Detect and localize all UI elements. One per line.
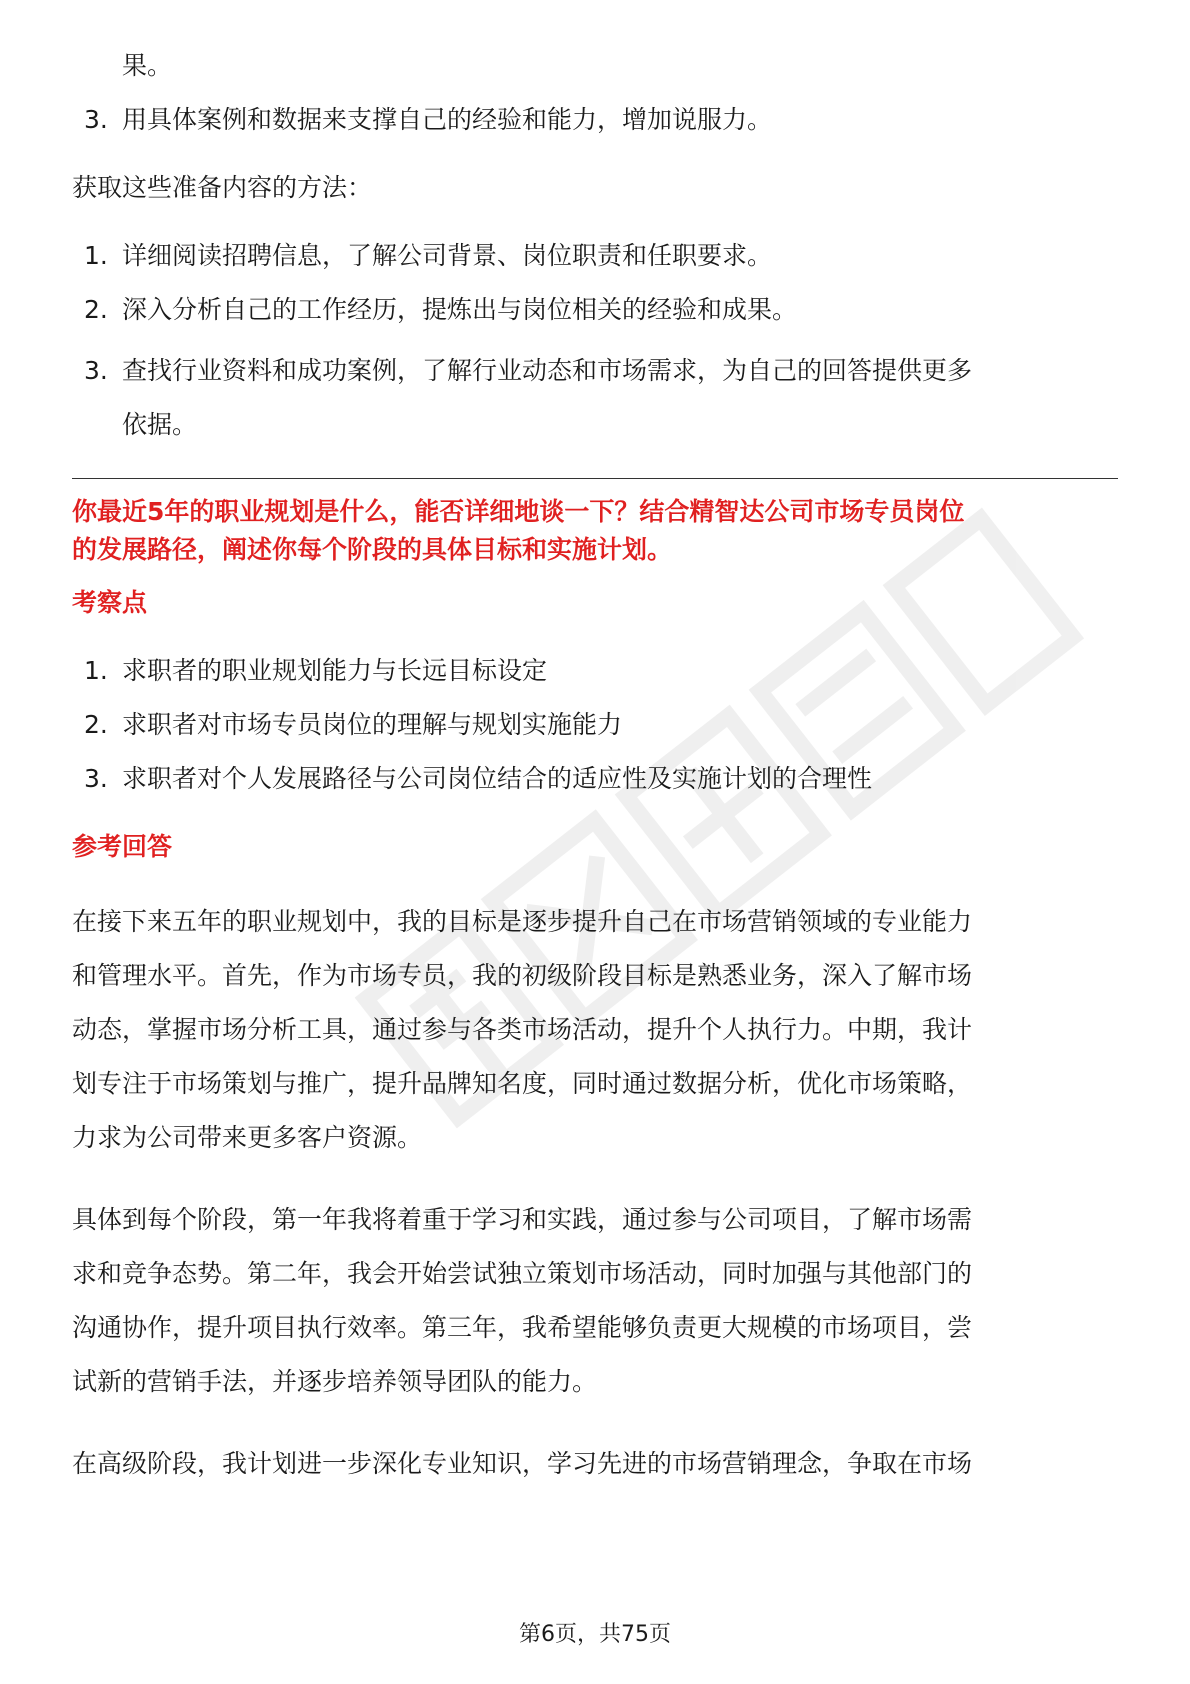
methods-list [72, 236, 1118, 452]
list-text-line: 查找行业资料和成功案例，了解行业动态和市场需求，为自己的回答提供更多 [122, 356, 973, 385]
paragraph-line: 在高级阶段，我计划进一步深化专业知识，学习先进的市场营销理念，争取在市场 [72, 1449, 973, 1478]
answer-paragraph [72, 1437, 1118, 1491]
list-item [72, 290, 1118, 330]
answer-paragraph [72, 1193, 1118, 1409]
section-divider [72, 478, 1118, 479]
paragraph-line: 具体到每个阶段，第一年我将着重于学习和实践，通过参与公司项目，了解市场需 [72, 1205, 973, 1234]
list-item [72, 759, 1118, 799]
list-text-line: 依据。 [122, 410, 198, 439]
continuation-text: 果。 [122, 51, 173, 80]
assessment-list [72, 651, 1118, 799]
paragraph-line: 划专注于市场策划与推广，提升品牌知名度，同时通过数据分析，优化市场策略， [72, 1069, 973, 1098]
list-text: 深入分析自己的工作经历，提炼出与岗位相关的经验和成果。 [122, 295, 798, 324]
list-text: 详细阅读招聘信息，了解公司背景、岗位职责和任职要求。 [122, 241, 773, 270]
list-text: 求职者对市场专员岗位的理解与规划实施能力 [122, 710, 623, 739]
answer-heading: 参考回答 [72, 832, 173, 861]
answer-paragraph [72, 895, 1118, 1165]
list-item [72, 236, 1118, 276]
list-number: 1. [84, 656, 108, 685]
paragraph-line: 在接下来五年的职业规划中，我的目标是逐步提升自己在市场营销领域的专业能力 [72, 907, 973, 936]
list-item [72, 100, 1118, 140]
list-number: 2. [84, 710, 108, 739]
list-number: 3. [84, 764, 108, 793]
list-item [72, 705, 1118, 745]
list-item [72, 651, 1118, 691]
paragraph-line: 求和竞争态势。第二年，我会开始尝试独立策划市场活动，同时加强与其他部门的 [72, 1259, 973, 1288]
page-footer: 第6页，共75页 [519, 1622, 671, 1647]
page-content [72, 46, 1118, 1491]
list-number: 2. [84, 295, 108, 324]
list-text: 求职者的职业规划能力与长远目标设定 [122, 656, 548, 685]
paragraph-line: 和管理水平。首先，作为市场专员，我的初级阶段目标是熟悉业务，深入了解市场 [72, 961, 973, 990]
list-number: 1. [84, 241, 108, 270]
paragraph-line: 沟通协作，提升项目执行效率。第三年，我希望能够负责更大规模的市场项目，尝 [72, 1313, 973, 1342]
list-text: 用具体案例和数据来支撑自己的经验和能力，增加说服力。 [122, 105, 773, 134]
methods-heading: 获取这些准备内容的方法： [72, 173, 373, 202]
paragraph-line: 动态，掌握市场分析工具，通过参与各类市场活动，提升个人执行力。中期，我计 [72, 1015, 973, 1044]
question-line: 你最近5年的职业规划是什么，能否详细地谈一下？结合精智达公司市场专员岗位 [72, 497, 965, 526]
list-number: 3. [84, 105, 108, 134]
list-item [72, 344, 1118, 452]
interview-question [72, 493, 1118, 569]
question-line: 的发展路径，阐述你每个阶段的具体目标和实施计划。 [72, 535, 673, 564]
assessment-heading: 考察点 [72, 588, 148, 617]
list-number: 3. [84, 356, 108, 385]
list-text: 求职者对个人发展路径与公司岗位结合的适应性及实施计划的合理性 [122, 764, 873, 793]
paragraph-line: 力求为公司带来更多客户资源。 [72, 1123, 423, 1152]
paragraph-line: 试新的营销手法，并逐步培养领导团队的能力。 [72, 1367, 598, 1396]
